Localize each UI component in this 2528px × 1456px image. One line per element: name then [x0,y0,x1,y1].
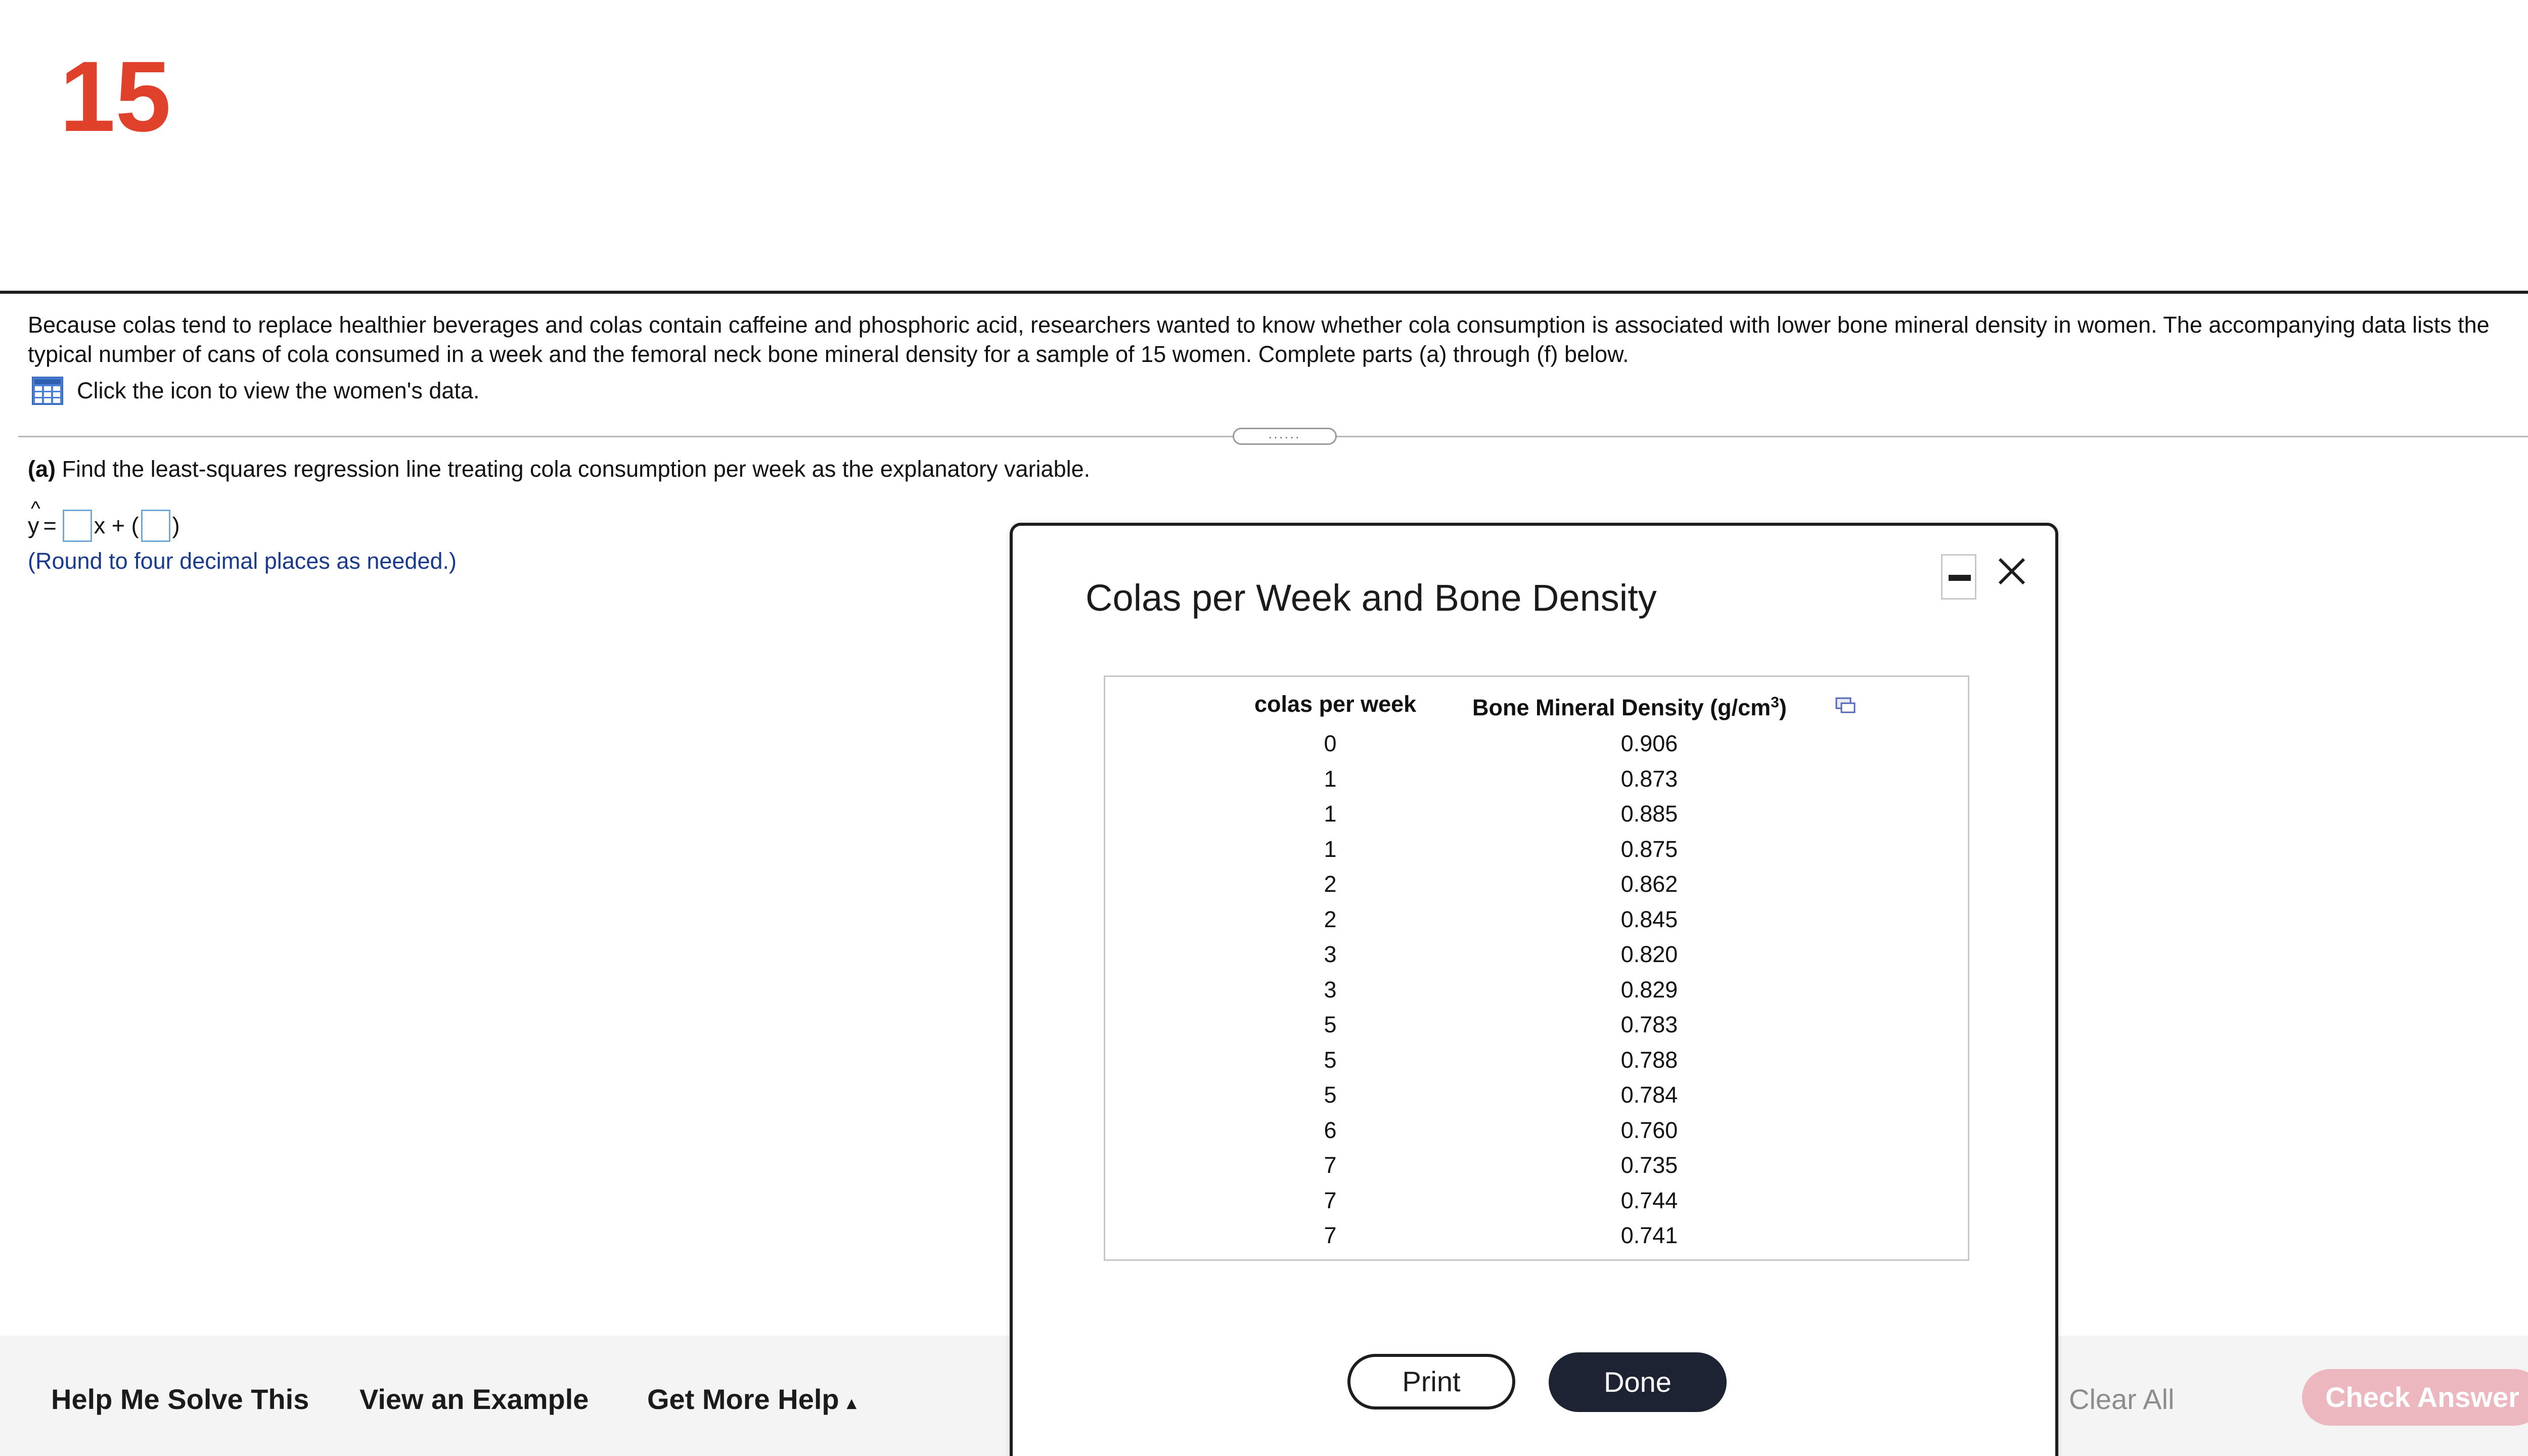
question-number: 15 [60,40,171,152]
table-cell-colas: 2 [1324,871,1337,897]
density-header-close: ) [1779,695,1787,720]
dialog-title: Colas per Week and Bone Density [1086,577,1657,619]
table-cell-density: 0.783 [1620,1012,1678,1037]
table-cell-density: 0.741 [1620,1222,1678,1248]
table-cell-density: 0.744 [1620,1188,1678,1213]
table-cell-colas: 7 [1324,1222,1337,1248]
table-cell-colas: 5 [1324,1082,1337,1108]
table-cell-colas: 2 [1324,906,1337,932]
minimize-button[interactable] [1941,554,1976,600]
copy-table-icon[interactable] [1835,697,1856,714]
hat-symbol: ^ [31,497,40,520]
close-icon[interactable] [1996,555,2028,587]
column-header-density [1472,694,1787,721]
table-cell-colas: 5 [1324,1047,1337,1073]
part-a-text: Find the least-squares regression line treating cola consumption per week as the explanatory variable. [62,456,1091,482]
help-me-solve-button[interactable]: Help Me Solve This [51,1383,309,1415]
data-dialog [1010,523,2058,1456]
table-cell-colas: 3 [1324,941,1337,967]
table-cell-density: 0.845 [1620,906,1678,932]
table-cell-density: 0.820 [1620,941,1678,967]
table-cell-density: 0.873 [1620,766,1678,792]
data-table [1104,675,1969,1261]
table-cell-colas: 1 [1324,836,1337,862]
table-cell-colas: 1 [1324,801,1337,827]
table-cell-colas: 3 [1324,977,1337,1003]
table-cell-density: 0.875 [1620,836,1678,862]
view-example-button[interactable]: View an Example [359,1383,589,1415]
done-button[interactable]: Done [1549,1352,1727,1412]
table-cell-density: 0.829 [1620,977,1678,1003]
x-plus-text: x + ( [94,513,139,538]
equals-sign: = [43,513,57,538]
table-cell-density: 0.760 [1620,1117,1678,1143]
view-data-label[interactable]: Click the icon to view the women's data. [77,378,480,403]
density-header-sup: 3 [1771,694,1779,711]
table-cell-colas: 7 [1324,1188,1337,1213]
data-table-icon[interactable] [31,376,64,405]
table-cell-density: 0.906 [1620,731,1678,756]
clear-all-button[interactable]: Clear All [2069,1383,2175,1415]
top-divider [0,291,2528,294]
table-cell-colas: 7 [1324,1152,1337,1178]
minimize-icon [1949,575,1971,581]
caret-up-icon: ▴ [847,1392,856,1413]
pane-resize-handle[interactable]: ...... [1233,428,1337,445]
y-hat-symbol [28,497,40,539]
column-header-colas: colas per week [1254,691,1417,717]
print-button[interactable]: Print [1347,1354,1515,1409]
regression-equation [28,497,180,542]
part-a-label: (a) [28,456,56,482]
table-cell-density: 0.885 [1620,801,1678,827]
table-cell-density: 0.784 [1620,1082,1678,1108]
close-paren: ) [172,513,180,538]
get-more-help-button[interactable] [647,1383,856,1416]
check-answer-button[interactable]: Check Answer [2302,1369,2528,1426]
table-cell-density: 0.788 [1620,1047,1678,1073]
table-cell-density: 0.735 [1620,1152,1678,1178]
table-cell-colas: 0 [1324,731,1337,756]
slope-input[interactable] [63,510,92,542]
get-more-help-label[interactable]: Get More Help [647,1383,839,1415]
problem-statement: Because colas tend to replace healthier beverages and colas contain caffeine and phosphoric acid, researchers wanted to know whether cola consumption is associated with lower bone mineral density in women. The accompanying data lists the typical number of cans of cola consumed in a week and the femoral neck bone mineral density for a sample of 15 women. Complete parts (a) through (f) below. [28,312,2490,367]
rounding-instruction: (Round to four decimal places as needed.) [28,548,457,574]
table-cell-colas: 6 [1324,1117,1337,1143]
intercept-input[interactable] [141,510,170,542]
part-a-prompt [28,456,1090,482]
y-letter: y [28,513,39,538]
table-cell-colas: 5 [1324,1012,1337,1037]
table-cell-colas: 1 [1324,766,1337,792]
table-cell-density: 0.862 [1620,871,1678,897]
density-header-text: Bone Mineral Density (g/cm [1472,695,1771,720]
view-data-link[interactable] [31,376,479,405]
